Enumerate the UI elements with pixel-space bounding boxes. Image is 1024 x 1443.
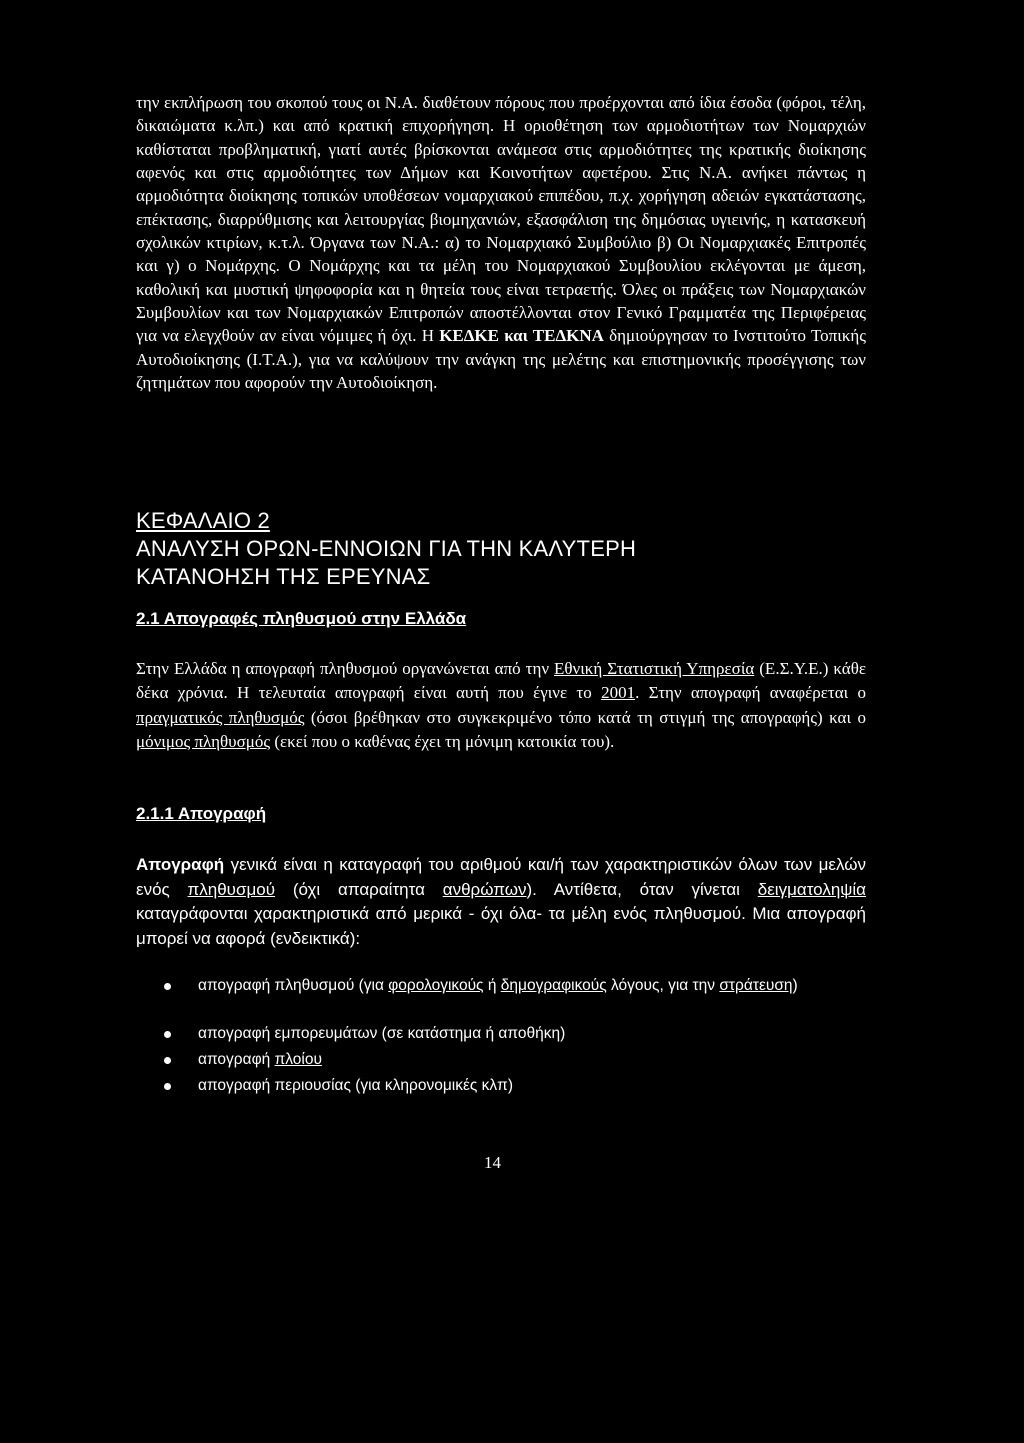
para3-text-a: γενικά είναι η καταγραφή του αριθμού και/ή των χαρακτηριστικών όλων των μελών ενός	[136, 855, 866, 899]
kedke-tedkna-bold: ΚΕΔΚΕ και ΤΕΔΚΝΑ	[439, 326, 604, 346]
section-2-1-1-title: 2.1.1 Απογραφή	[136, 804, 267, 823]
para2-text-c: . Στην απογραφή αναφέρεται ο	[635, 683, 866, 703]
chapter-heading	[136, 507, 866, 591]
bullet-icon	[164, 983, 171, 990]
link-tax[interactable]: φορολογικούς	[388, 977, 484, 994]
para2-text-d: (όσοι βρέθηκαν στο συγκεκριμένο τόπο κατά τη στιγμή της απογραφής) και ο	[304, 707, 866, 727]
list-item	[160, 1023, 880, 1049]
para2-text-a: Στην Ελλάδα η απογραφή πληθυσμού οργανώνεται από την	[136, 659, 554, 678]
census-types-list	[160, 975, 880, 1101]
bullet1-text-d: )	[792, 977, 798, 994]
bullet2-text: απογραφή εμπορευμάτων (σε κατάστημα ή αποθήκη)	[198, 1025, 566, 1042]
link-sampling[interactable]: δειγματοληψία	[757, 879, 866, 899]
link-demographic[interactable]: δημογραφικούς	[500, 977, 607, 994]
chapter-number: ΚΕΦΑΛΑΙΟ 2	[136, 508, 270, 533]
intro-paragraph	[136, 91, 866, 394]
para3-text-c: ). Αντίθετα, όταν γίνεται	[526, 879, 758, 899]
bullet4-text: απογραφή περιουσίας (για κληρονομικές κλπ)	[198, 1077, 513, 1094]
census-greece-paragraph	[136, 657, 866, 754]
intro-text: την εκπλήρωση του σκοπού τους οι Ν.Α. διαθέτουν πόρους που προέρχονται από ίδια έσοδα (φόροι, τέλη, δικαιώματα κ.λπ.) και από κρατική επιχορήγηση. Η οριοθέτηση των αρμοδιοτήτων των Νομαρχιών καθίσταται προβληματική, γιατί αυτές βρίσκονται ανάμεσα στις αρμοδιότητες της κρατικής διοίκησης αφενός και στις αρμοδιότητες των Δήμων και Κοινοτήτων αφετέρου. Στις Ν.Α. ανήκει πάντως η αρμοδιότητα διοίκησης τοπικών υποθέσεων νομαρχιακού επιπέδου, π.χ. χορήγηση αδειών εγκατάστασης, επέκτασης, διαρρύθμισης και λειτουργίας βιομηχανιών, εξασφάλιση της δημόσιας υγιεινής, η κατασκευή σχολικών κτιρίων, κ.τ.λ. Όργανα των Ν.Α.: α) το Νομαρχιακό Συμβούλιο β) Οι Νομαρχιακές Επιτροπές και γ) ο Νομάρχης. Ο Νομάρχης και τα μέλη του Νομαρχιακού Συμβουλίου εκλέγονται με άμεση, καθολική και μυστική ψηφοφορία και η θητεία τους είναι τετραετής. Όλες οι πράξεις των Νομαρχιακών Συμβουλίων και των Νομαρχιακών Επιτροπών αποστέλλονται στον Γενικό Γραμματέα της Περιφέρειας για να ελεγχθούν αν είναι νόμιμες ή όχι. Η	[136, 93, 866, 346]
census-term-bold: Απογραφή	[136, 855, 225, 874]
bullet1-text-b: ή	[483, 977, 501, 994]
para3-text-d: καταγράφονται χαρακτηριστικά από μερικά - όχι όλα- τα μέλη ενός πληθυσμού. Μια απογραφή μπορεί να αφορά (ενδεικτικά):	[136, 904, 866, 948]
section-2-1-heading: 2.1 Απογραφές πληθυσμού στην Ελλάδα	[136, 609, 467, 628]
chapter-title-line2: ΚΑΤΑΝΟΗΣΗ ΤΗΣ ΕΡΕΥΝΑΣ	[136, 564, 431, 589]
page-number: 14	[484, 1153, 501, 1172]
list-item	[160, 1049, 880, 1075]
link-population[interactable]: πληθυσμού	[187, 879, 276, 899]
bullet1-text-a: απογραφή πληθυσμού (για	[198, 977, 389, 994]
link-humans[interactable]: ανθρώπων	[442, 879, 527, 899]
section-2-1-1-heading	[136, 804, 866, 824]
bullet1-text-c: λόγους, για την	[606, 977, 720, 994]
bullet-icon	[164, 1083, 171, 1090]
link-2001[interactable]: 2001	[601, 683, 636, 703]
para2-text-b: (Ε.Σ.Υ.Ε.) κάθε δέκα χρόνια. Η τελευταία απογραφή είναι αυτή που έγινε το	[136, 659, 866, 703]
link-permanent-population[interactable]: μόνιμος πληθυσμός	[136, 731, 271, 751]
bullet-icon	[164, 1057, 171, 1064]
link-actual-population[interactable]: πραγματικός πληθυσμός	[136, 707, 305, 727]
intro-text-end: δημιούργησαν το Ινστιτούτο Τοπικής Αυτοδιοίκησης (Ι.Τ.Α.), για να καλύψουν την ανάγκη της μελέτης και επιστημονικής προσέγγισης των ζητημάτων που αφορούν την Αυτοδιοίκηση.	[136, 326, 867, 393]
link-ship[interactable]: πλοίου	[274, 1051, 322, 1068]
list-item	[160, 975, 880, 1023]
bullet-icon	[164, 1031, 171, 1038]
link-national-statistical-service[interactable]: Εθνική Στατιστική Υπηρεσία	[554, 659, 755, 678]
list-item	[160, 1075, 880, 1101]
bullet3-text: απογραφή	[198, 1051, 275, 1068]
chapter-title-line1: ΑΝΑΛΥΣΗ ΟΡΩΝ-ΕΝΝΟΙΩΝ ΓΙΑ ΤΗΝ ΚΑΛΥΤΕΡΗ	[136, 536, 637, 561]
link-conscription[interactable]: στράτευση	[719, 977, 793, 994]
para3-text-b: (όχι απαραίτητα	[275, 879, 443, 899]
para2-text-e: (εκεί που ο καθένας έχει τη μόνιμη κατοικία του).	[270, 731, 615, 751]
census-definition-paragraph	[136, 853, 866, 951]
